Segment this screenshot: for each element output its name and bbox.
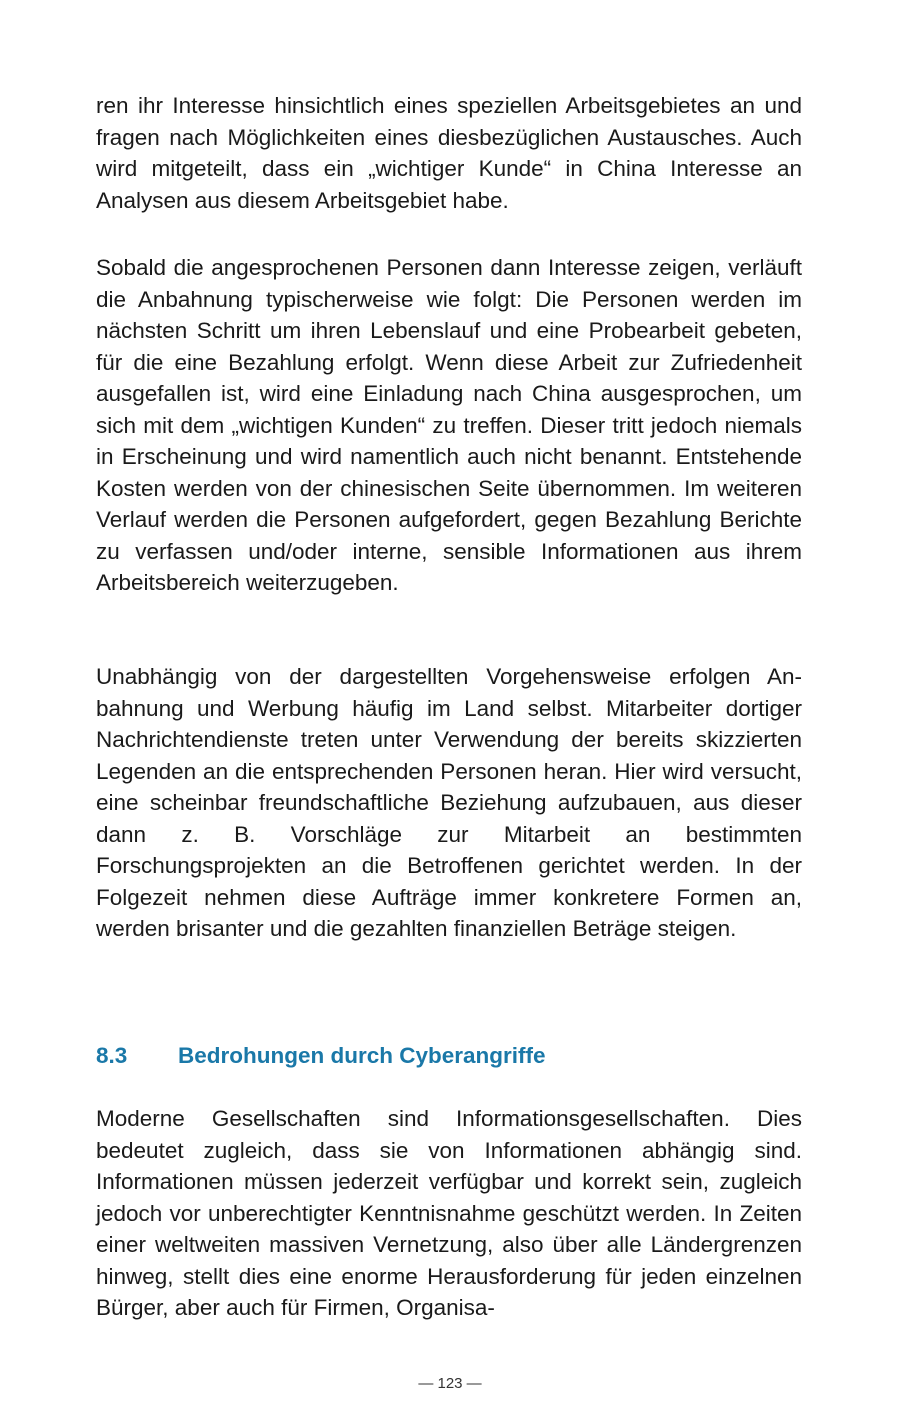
body-paragraph: ren ihr Interesse hinsichtlich eines speziellen Arbeitsgebietes an und fragen nach Möglichkeiten eines diesbezüglichen Austausches. Auch wird mitgeteilt, dass ein „wichtiger Kunde“ in China Interesse an Analysen aus diesem Arbeitsgebiet habe. (96, 93, 802, 213)
section-title: Bedrohungen durch Cyberangriffe (178, 1043, 546, 1068)
section-heading (96, 1040, 546, 1072)
body-paragraph: Unabhängig von der dargestellten Vorgehensweise erfolgen Anbahnung und Werbung häufig im Land selbst. Mitarbeiter dortiger Nachrichtendienste treten unter Verwendung der bereits skizzierten Legenden an die entsprechenden Personen heran. Hier wird versucht, eine scheinbar freundschaftliche Beziehung aufzubauen, aus dieser dann z. B. Vorschläge zur Mitarbeit an bestimmten Forschungsprojekten an die Betroffenen gerichtet werden. In der Folgezeit nehmen diese Aufträge immer konkretere Formen an, werden brisanter und die gezahlten finanziellen Beträge steigen. (96, 664, 802, 941)
section-number: 8.3 (96, 1043, 128, 1068)
body-paragraph: Moderne Gesellschaften sind Informationsgesellschaften. Dies bedeutet zugleich, dass sie von Informationen abhängig sind. Informationen müssen jederzeit verfügbar und korrekt sein, zugleich jedoch vor unberechtigter Kenntnisnahme geschützt werden. In Zeiten einer weltweiten massiven Vernetzung, also über alle Ländergrenzen hinweg, stellt dies eine enorme Herausforderung für jeden einzelnen Bürger, aber auch für Firmen, Organisa- (96, 1106, 802, 1320)
body-paragraph: Sobald die angesprochenen Personen dann Interesse zeigen, verläuft die Anbahnung typischerweise wie folgt: Die Personen werden im nächsten Schritt um ihren Lebenslauf und eine Probearbeit gebeten, für die eine Bezahlung erfolgt. Wenn diese Arbeit zur Zufriedenheit ausgefallen ist, wird eine Einladung nach China ausgesprochen, um sich mit dem „wichtigen Kunden“ zu treffen. Dieser tritt jedoch niemals in Erscheinung und wird namentlich auch nicht benannt. Entstehende Kosten werden von der chinesischen Seite übernommen. Im weiteren Verlauf werden die Personen aufgefordert, gegen Bezahlung Berichte zu verfassen und/​oder interne, sensible Informationen aus ihrem Arbeitsbereich weiterzugeben. (96, 255, 802, 595)
page-number: — 123 — (418, 1375, 482, 1392)
